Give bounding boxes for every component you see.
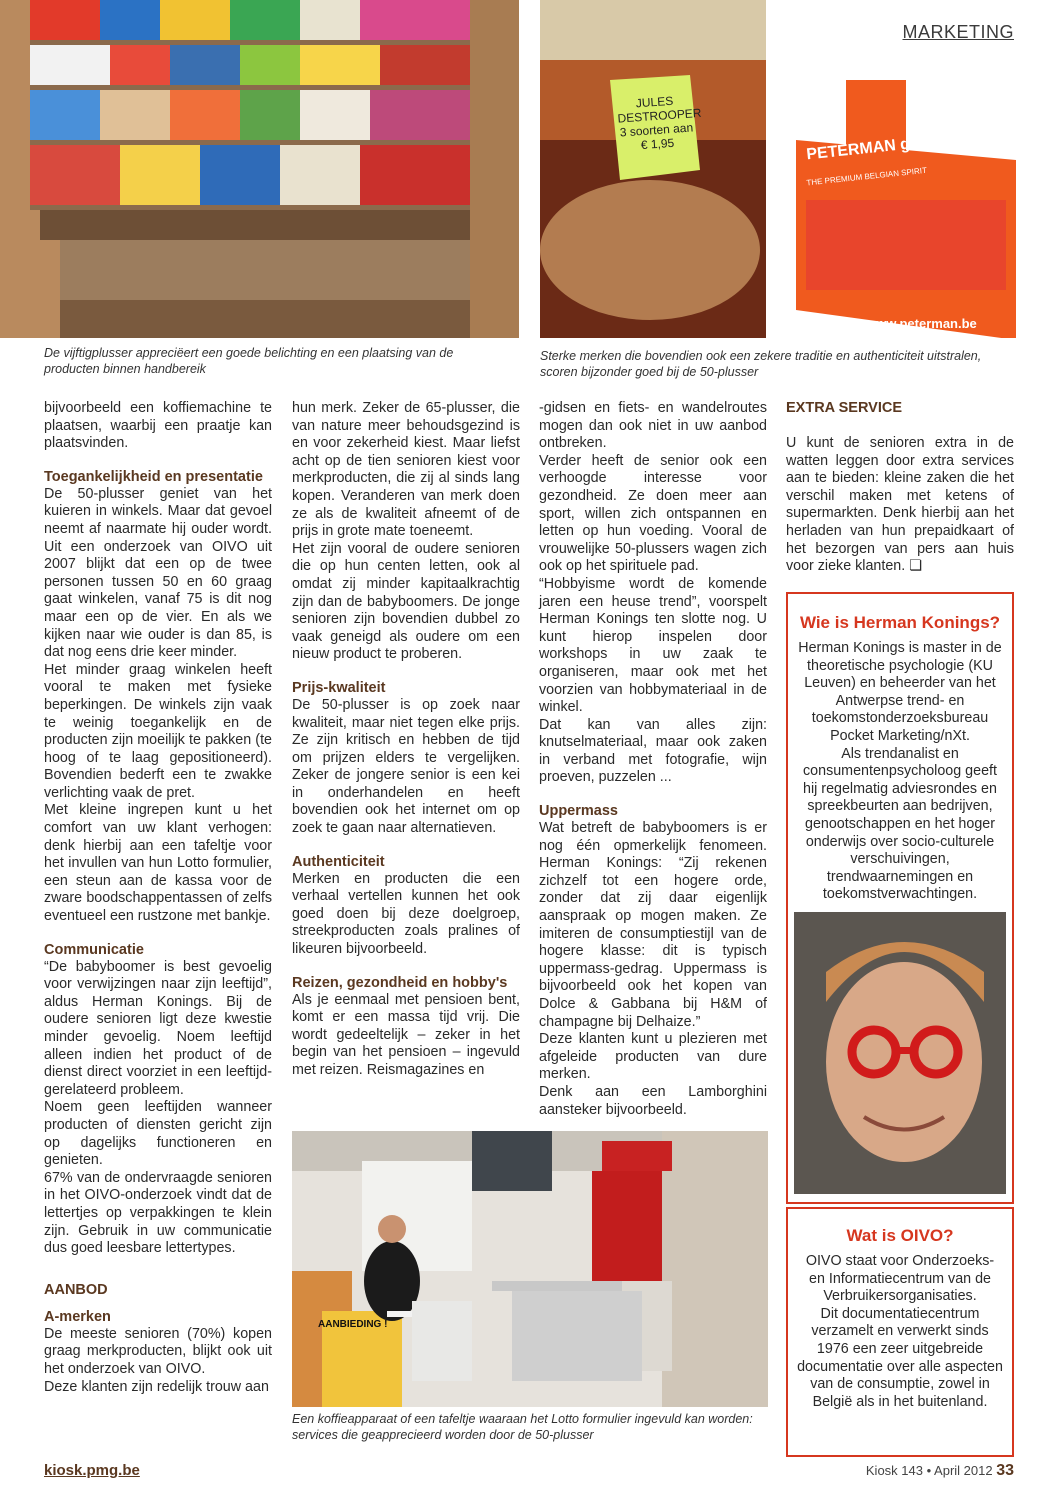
price-sign-text: JULES DESTROOPER 3 soorten aan € 1,95 bbox=[617, 93, 702, 153]
article-column-4 bbox=[786, 400, 1014, 576]
box-paragraph: OIVO staat voor Onderzoeks- en Informatiecentrum van de Verbruikersorganisaties. bbox=[805, 1253, 995, 1305]
photo-shop-display bbox=[540, 0, 766, 338]
heading-a-merken: A-merken bbox=[44, 1308, 111, 1325]
brand-tagline: THE PREMIUM BELGIAN SPIRIT bbox=[806, 165, 928, 188]
offer-sign-text: AANBIEDING ! bbox=[318, 1319, 388, 1330]
paragraph: De meeste senioren (70%) kopen graag merkproducten, blijkt ook uit het onderzoek van OIVO. bbox=[44, 1325, 272, 1377]
paragraph: bijvoorbeeld een koffiemachine te plaatsen, waarbij een praatje kan plaatsvinden. bbox=[44, 400, 272, 452]
article-column-1 bbox=[44, 400, 272, 1396]
sidebar-oivo bbox=[786, 1207, 1014, 1457]
box-paragraph: Dit documentatiecentrum verzamelt en verwerkt sinds 1976 een zeer uitgebreide documentatie over alle aspecten van de consumptie, zowel in België als in het buitenland. bbox=[797, 1305, 1003, 1410]
heading-prijs-kwaliteit: Prijs-kwaliteit bbox=[292, 679, 386, 696]
box-paragraph: Als trendanalist en consumentenpsycholoog geeft hij regelmatig adviesrondes en spreekbeurten aan bedrijven, genootschappen en het hoger onderwijs over socio-culturele verschuivingen, trendwaarnemingen en toekomstverwachtingen. bbox=[803, 745, 997, 903]
photo-peterman bbox=[766, 50, 1058, 338]
paragraph: -gidsen en fiets- en wandelroutes mogen dan ook niet in uw aanbod ontbreken. bbox=[539, 400, 767, 452]
heading-authenticiteit: Authenticiteit bbox=[292, 853, 385, 870]
paragraph: Deze klanten kunt u plezieren met afgeleide producten van dure merken. bbox=[539, 1031, 767, 1083]
paragraph: Het minder graag winkelen heeft vooral te maken met fysieke beperkingen. De winkels zijn vaak te weinig toegankelijk en de producten zijn moeilijk te pakken (te hoog of te laag gepositioneerd). Bovendien bederft een te zwakke verlichting vaak de pret. bbox=[44, 661, 272, 801]
portrait-photo bbox=[794, 912, 1006, 1194]
paragraph: Denk aan een Lamborghini aansteker bijvoorbeeld. bbox=[539, 1083, 767, 1118]
brand-url: www.peterman.be bbox=[866, 316, 977, 331]
box-paragraph: Herman Konings is master in de theoretische psychologie (KU Leuven) en beheerder van het Antwerpse trend- en toekomstonderzoeksbureau Pocket Marketing/nXt. bbox=[798, 640, 1002, 744]
paragraph: hun merk. Zeker de 65-plusser, die van nature meer behoudsgezind is en voor zekerheid kiest. Maar liefst acht op de tien senioren kiest voor merkproducten, die zij al sinds lang kopen. Veranderen van merk doen ze als de kwaliteit afneemt of de prijs in grote mate toeneemt. bbox=[292, 400, 520, 540]
footer-issue: Kiosk 143 • April 2012 bbox=[865, 1463, 993, 1478]
article-column-2 bbox=[292, 400, 520, 1080]
photo-coffee-corner bbox=[292, 1131, 768, 1407]
sidebar-herman-konings bbox=[786, 592, 1014, 1204]
box-title: Wie is Herman Konings? bbox=[799, 613, 1001, 632]
paragraph: Verder heeft de senior ook een verhoogde interesse voor gezondheid. Ze doen meer aan sport, willen zich ontspannen en letten op hun voeding. Vooral de vrouwelijke 50-plussers wagen zich ook op het spirituele pad. bbox=[539, 452, 767, 575]
caption-photo1: De vijftigplusser appreciëert een goede belichting en een plaatsing van de producten binnen handbereik bbox=[44, 346, 454, 376]
caption-photo2: Sterke merken die bovendien ook een zekere traditie en authenticiteit uitstralen, scoren bijzonder goed bij de 50-plusser bbox=[540, 349, 982, 379]
paragraph: De 50-plusser is op zoek naar kwaliteit, maar niet tegen elke prijs. Ze zijn kritisch en hebben de tijd om prijzen elders te vergelijken. Zeker de jongere senior is een kei in onderhandelen en heeft bovendien ook het internet om op zoek te gaan naar alternatieven. bbox=[292, 696, 520, 837]
caption-photo3: Een koffieapparaat of een tafeltje waaraan het Lotto formulier ingevuld kan worden: services die geapprecieerd worden door de 50-plusser bbox=[292, 1412, 753, 1442]
paragraph: U kunt de senioren extra in de watten leggen door extra services aan te bieden: kleine zaken die het verschil maken met ketens of supermarkten. Denk hierbij aan het herladen van hun prepaidkaart of het bezorgen van pers aan huis voor zieke klanten. ❏ bbox=[786, 435, 1014, 575]
paragraph: Dat kan van alles zijn: knutselmateriaal, maar ook zaken in verband met fotografie, wijn proeven, puzzelen ... bbox=[539, 716, 767, 786]
paragraph: “Hobbyisme wordt de komende jaren een heuse trend”, voorspelt Herman Konings ten slotte nog. U kunt hierop inspelen door workshops in uw zaak te organiseren, maar ook met het voorzien van hobbymateriaal in de winkel. bbox=[539, 575, 767, 716]
box-title: Wat is OIVO? bbox=[846, 1226, 954, 1245]
footer-folio bbox=[866, 1462, 1014, 1480]
heading-reizen: Reizen, gezondheid en hobby's bbox=[292, 974, 508, 991]
heading-aanbod: AANBOD bbox=[44, 1281, 108, 1298]
page-number: 33 bbox=[996, 1462, 1014, 1479]
paragraph: 67% van de ondervraagde senioren in het OIVO-onderzoek vindt dat de lettertjes op verpakkingen te klein zijn. Gebruik in uw communicatie dus goed leesbare lettertypes. bbox=[44, 1169, 272, 1257]
paragraph: De 50-plusser geniet van het kuieren in winkels. Maar dat gevoel neemt af naarmate hij ouder wordt. Uit een onderzoek van OIVO uit 2007 blijkt dat een op de twee personen tussen 50 en 60 graag gaat winkelen, vanaf 75 is dit nog maar een op de vier. En als we kijken naar wie ouder is dan 85, is dat nog eens drie keer minder. bbox=[44, 485, 272, 661]
paragraph: Merken en producten die een verhaal vertellen kunnen het ook goed doen bij deze doelgroep, streekproducten zoals pralines of likeuren bijvoorbeeld. bbox=[292, 870, 520, 958]
heading-communicatie: Communicatie bbox=[44, 941, 144, 958]
heading-uppermass: Uppermass bbox=[539, 803, 618, 820]
paragraph: Wat betreft de babyboomers is er nog één opmerkelijk fenomeen. Herman Konings: “Zij rekenen zichzelf tot een hogere orde, zonder dat zij daar eigenlijk aanspraak op mogen maken. Ze imiteren de consumptiestijl van de hogere klasse: dit is typisch uppermass-gedrag. Uppermass is bijvoorbeeld ook het kopen van Dolce & Gabbana bij H&M of champagne bij Delhaize.” bbox=[539, 820, 767, 1030]
paragraph: Het zijn vooral de oudere senioren die op hun centen letten, ook al omdat zij minder kapitaalkrachtig zijn dan de babyboomers. De jonge senioren zijn bovendien dubbel zo vaak geneigd als oudere om een nieuw product te proberen. bbox=[292, 540, 520, 663]
paragraph: “De babyboomer is best gevoelig voor verwijzingen naar zijn leeftijd”, aldus Herman Konings. Bij de oudere senioren ligt deze kwestie minder gevoelig. Noem leeftijd alleen indien het product of de dienst direct voorziet in een leeftijd-gerelateerd probleem. bbox=[44, 958, 272, 1098]
paragraph: Als je eenmaal met pensioen bent, komt er een massa tijd vrij. Die wordt gedeeltelijk – zeker in het begin van het pensioen – ingevuld met reizen. Reismagazines en bbox=[292, 991, 520, 1078]
article-column-3 bbox=[539, 400, 767, 1119]
paragraph: Noem geen leeftijden wanneer producten of diensten gericht zijn op dagelijks functioneren en genieten. bbox=[44, 1099, 272, 1169]
section-label: MARKETING bbox=[902, 22, 1014, 42]
paragraph: Met kleine ingrepen kunt u het comfort van uw klant verhogen: denk hierbij aan een tafeltje voor het invullen van hun Lotto formulier, een steun aan de kassa voor de zware boodschappentassen of zelfs eventueel een rustzone met bankje. bbox=[44, 802, 272, 925]
heading-toegankelijkheid: Toegankelijkheid en presentatie bbox=[44, 468, 263, 485]
brand-name: PETERMAN genever bbox=[805, 130, 963, 164]
photo-magazine-rack bbox=[0, 0, 519, 338]
footer-site-link[interactable]: kiosk.pmg.be bbox=[44, 1462, 140, 1479]
heading-extra-service: EXTRA SERVICE bbox=[786, 400, 903, 416]
paragraph: Deze klanten zijn redelijk trouw aan bbox=[44, 1378, 269, 1395]
